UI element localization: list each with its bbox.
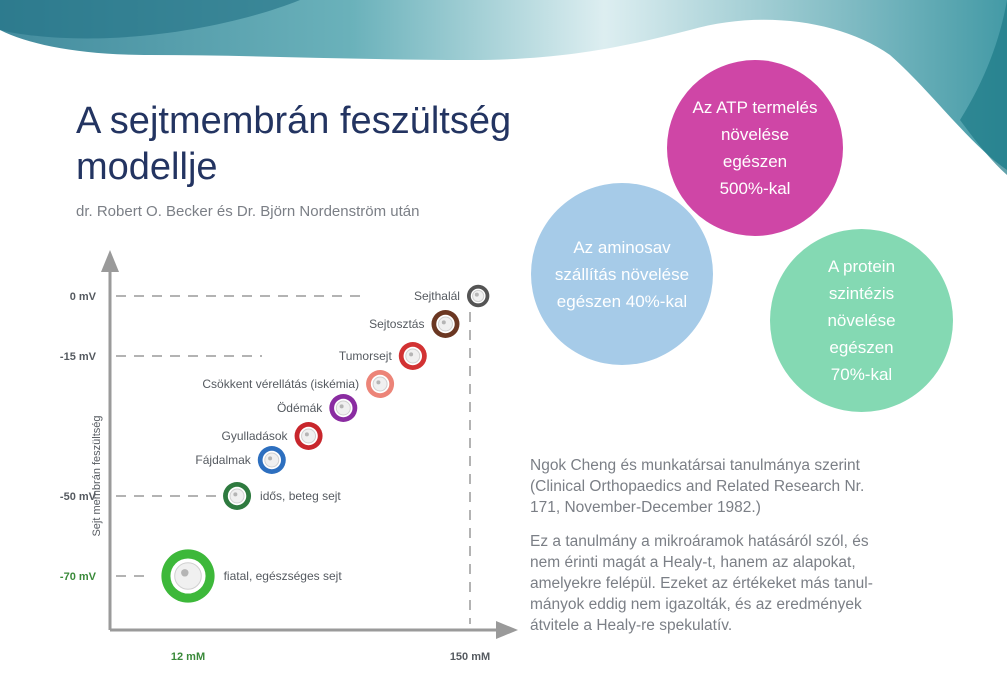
cell-state-label: Sejthalál (413, 289, 460, 303)
cell-marker-nucleus (181, 569, 188, 576)
cell-marker-nucleus (442, 320, 446, 324)
y-tick-label: -70 mV (59, 571, 96, 583)
page-subtitle: dr. Robert O. Becker és Dr. Björn Nordenström után (76, 203, 420, 220)
atp-bubble (667, 60, 843, 236)
cell-state-label: Tumorsejt (338, 349, 392, 363)
x-axis-arrow (496, 621, 518, 639)
protein-bubble (770, 229, 953, 412)
cell-marker-nucleus (340, 404, 344, 408)
y-tick-label: -50 mV (59, 491, 96, 503)
cell-state-label: fiatal, egészséges sejt (223, 569, 342, 583)
y-axis-arrow (101, 250, 119, 272)
cell-marker-nucleus (376, 380, 380, 384)
cell-state-label: Fájdalmak (195, 453, 251, 467)
cell-marker-inner (265, 453, 279, 467)
cell-marker-nucleus (268, 456, 272, 460)
atp-text: Az ATP termelés növelése egészen 500%-kal (692, 98, 818, 198)
x-tick-label: 150 mM (449, 651, 491, 663)
cell-marker-inner (175, 563, 202, 590)
cell-state-label: idős, beteg sejt (260, 489, 341, 503)
y-tick-label: 0 mV (69, 291, 96, 303)
x-tick-label: 12 mM (170, 651, 206, 663)
cell-state-label: Sejtosztás (369, 317, 425, 331)
study-disclaimer-paragraph: Ez a tanulmány a mikroáramok hatásáról szól, és nem érinti magát a Healy-t, hanem az alapokat, amelyekre felépül. Ezeket az értékeket más tanul- mányok eddig nem igazolták, és az eredmények átvitele a Healy-re spekulatív. (530, 533, 873, 634)
page-title: A sejtmembrán feszültség modellje (76, 100, 512, 188)
cell-marker-nucleus (409, 352, 413, 356)
study-reference-paragraph: Ngok Cheng és munkatársai tanulmánya szerint (Clinical Orthopaedics and Related Research Nr. 171, November-December 1982.) (530, 457, 865, 516)
cell-marker-inner (336, 401, 350, 415)
cell-marker-inner (438, 317, 452, 331)
amino-acid-bubble (531, 183, 713, 365)
cell-state-label: Ödémák (276, 401, 323, 415)
amino-acid-text: Az aminosav szállítás növelése egészen 40%-kal (554, 237, 690, 311)
cell-marker-inner (406, 349, 420, 363)
cell-marker-inner (230, 489, 244, 503)
cell-marker-inner (373, 377, 387, 391)
cell-marker-nucleus (233, 492, 237, 496)
cell-marker-inner (302, 429, 316, 443)
protein-text: A protein szintézis növelése egészen 70%-kal (827, 257, 896, 384)
cell-state-label: Gyulladások (221, 429, 288, 443)
cell-marker-nucleus (475, 293, 479, 297)
cell-marker-nucleus (305, 432, 309, 436)
y-axis-title: Sejt membrán feszültség (91, 415, 103, 537)
cell-state-label: Csökkent vérellátás (iskémia) (202, 377, 360, 391)
y-tick-label: -15 mV (59, 351, 96, 363)
membrane-voltage-chart (0, 240, 520, 680)
